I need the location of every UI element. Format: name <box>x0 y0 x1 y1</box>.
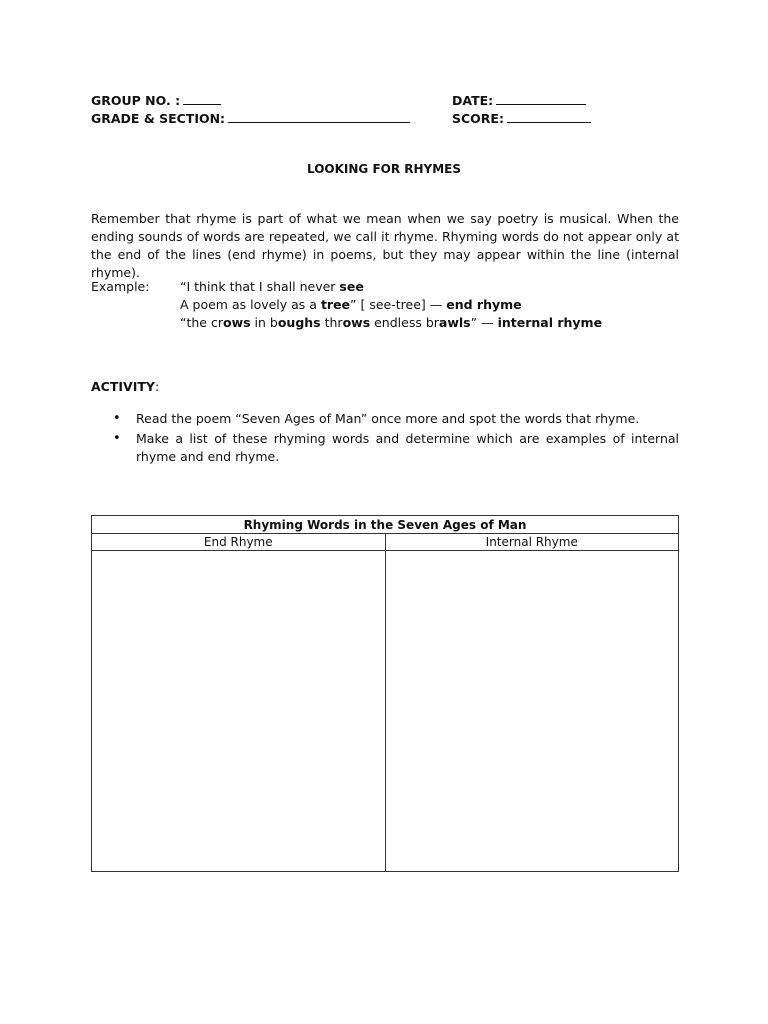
date-blank[interactable] <box>496 92 586 105</box>
example-line-3-t1: “the cr <box>180 315 223 330</box>
table-caption: Rhyming Words in the Seven Ages of Man <box>92 516 679 534</box>
example-line-3-b3: ows <box>342 315 371 330</box>
example-line-1-text: “I think that I shall never <box>180 279 340 294</box>
example-line-1 <box>180 279 364 294</box>
example-line-1-bold: see <box>339 279 364 294</box>
end-rhyme-header: End Rhyme <box>92 534 386 551</box>
score-field[interactable] <box>452 110 591 126</box>
example-line-3-t4: endless br <box>370 315 439 330</box>
grade-section-label: GRADE & SECTION: <box>91 111 226 126</box>
grade-section-field[interactable] <box>91 110 410 126</box>
group-number-field[interactable] <box>91 92 221 108</box>
internal-rhyme-header: Internal Rhyme <box>385 534 679 551</box>
example-line-3-b4: awls <box>438 315 471 330</box>
example-line-3-t5: ” — <box>470 315 498 330</box>
example-line-3-t2: in b <box>250 315 278 330</box>
example-line-3-b2: oughs <box>277 315 321 330</box>
score-blank[interactable] <box>507 110 591 123</box>
activity-item: • Make a list of these rhyming words and determine which are examples of internal rhyme and end rhyme. <box>110 430 679 466</box>
internal-rhyme-answer-cell[interactable] <box>385 551 679 872</box>
activity-item: • Read the poem “Seven Ages of Man” once more and spot the words that rhyme. <box>110 410 679 428</box>
rhyming-words-table <box>91 515 679 872</box>
date-field[interactable] <box>452 92 586 108</box>
example-line-2-text-b: ” [ see-tree] — <box>350 297 447 312</box>
example-line-3-b5: internal rhyme <box>497 315 603 330</box>
example-line-2-bold-b: end rhyme <box>446 297 522 312</box>
example-line-3 <box>180 315 602 330</box>
activity-heading <box>91 379 159 394</box>
grade-section-blank[interactable] <box>228 110 410 123</box>
example-line-2-bold-a: tree <box>320 297 351 312</box>
activity-list <box>110 410 679 468</box>
intro-paragraph: Remember that rhyme is part of what we mean when we say poetry is musical. When the ending sounds of words are repeated, we call it rhyme. Rhyming words do not appear only at the end of the lines (end rhyme) in poems, but they may appear within the line (internal rhyme). <box>91 211 679 280</box>
activity-label: ACTIVITY <box>91 379 155 394</box>
group-number-label: GROUP NO. : <box>91 93 181 108</box>
activity-colon: : <box>154 379 160 394</box>
example-line-2-text-a: A poem as lovely as a <box>180 297 321 312</box>
score-label: SCORE: <box>452 111 504 126</box>
example-line-2 <box>180 297 522 312</box>
end-rhyme-answer-cell[interactable] <box>92 551 386 872</box>
date-label: DATE: <box>452 93 494 108</box>
example-line-3-b1: ows <box>222 315 251 330</box>
group-number-blank[interactable] <box>183 92 221 105</box>
example-label: Example: <box>91 279 150 294</box>
page-title: LOOKING FOR RHYMES <box>306 162 462 176</box>
example-line-3-t3: thr <box>320 315 343 330</box>
